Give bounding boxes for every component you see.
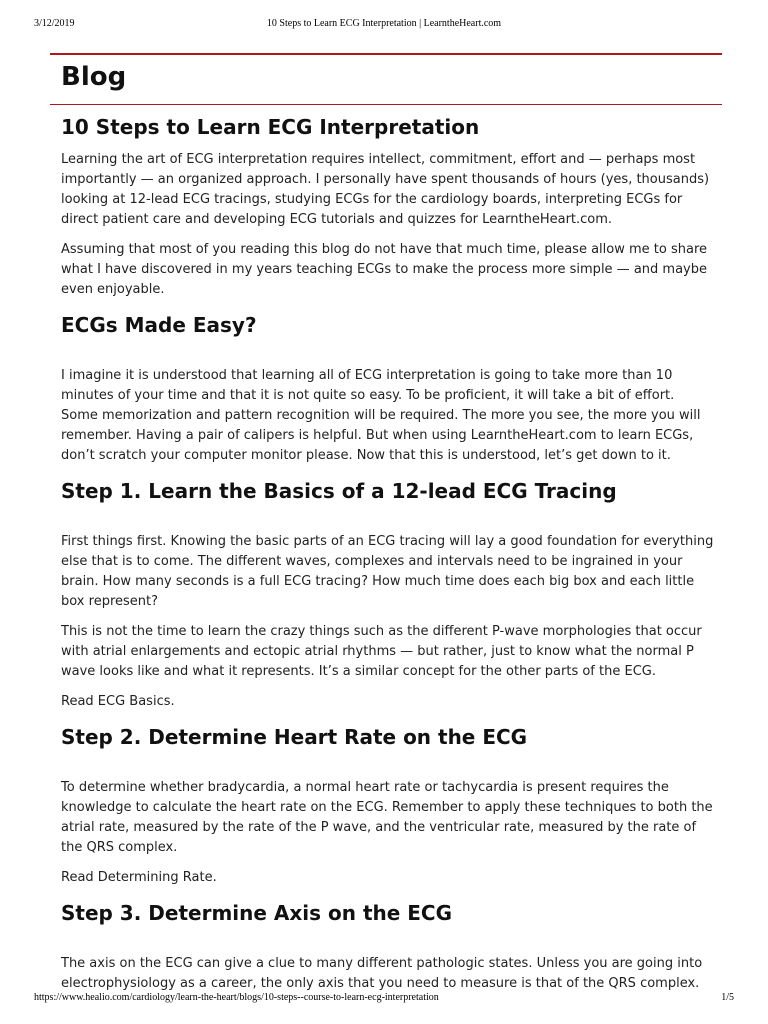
section-heading: Step 1. Learn the Basics of a 12-lead ECG Tracing [61,479,617,503]
blog-title: Blog [61,62,127,92]
print-footer [34,992,734,1006]
article [61,112,715,1004]
section-paragraph: I imagine it is understood that learning all of ECG interpretation is going to take more than 10 minutes of your time and that it is not quite so easy. To be proficient, it will take a bit of effort. Some memorization and pattern recognition will be required. The more you see, the more you will remember. Having a pair of calipers is helpful. But when using LearntheHeart.com to learn ECGs, don’t scratch your computer monitor please. Now that this is understood, let’s get down to it. [61,368,701,463]
read-determining-rate-link[interactable]: Read Determining Rate. [61,870,217,885]
print-date: 3/12/2019 [34,18,75,29]
intro-paragraph: Learning the art of ECG interpretation requires intellect, commitment, effort and — perhaps most importantly — an organized approach. I personally have spent thousands of hours (yes, thousands) looking at 12-lead ECG tracings, studying ECGs for the cardiology boards, interpreting ECGs for direct patient care and developing ECG tutorials and quizzes for LearntheHeart.com. [61,152,710,227]
intro-paragraph: Assuming that most of you reading this blog do not have that much time, please allow me to share what I have discovered in my years teaching ECGs to make the process more simple — and maybe even enjoyable. [61,242,708,297]
section-paragraph: To determine whether bradycardia, a normal heart rate or tachycardia is present requires the knowledge to calculate the heart rate on the ECG. Remember to apply these techniques to both the atrial rate, measured by the rate of the P wave, and the ventricular rate, measured by the rate of the QRS complex. [61,780,713,855]
section-paragraph: This is not the time to learn the crazy things such as the different P-wave morphologies that occur with atrial enlargements and ectopic atrial rhythms — but rather, just to know what the normal P wave looks like and what it represents. It’s a similar concept for the other parts of the ECG. [61,624,702,679]
section-paragraph: First things first. Knowing the basic parts of an ECG tracing will lay a good foundation for everything else that is to come. The different waves, complexes and intervals need to be ingrained in your brain. How many seconds is a full ECG tracing? How much time does each big box and each little box represent? [61,534,714,609]
page-number: 1/5 [721,992,734,1003]
blog-divider [50,104,722,105]
section-heading: Step 3. Determine Axis on the ECG [61,901,453,925]
article-title: 10 Steps to Learn ECG Interpretation [61,115,480,139]
header-divider [50,53,722,55]
section-heading: Step 2. Determine Heart Rate on the ECG [61,725,528,749]
read-ecg-basics-link[interactable]: Read ECG Basics. [61,694,175,709]
print-url: https://www.healio.com/cardiology/learn-the-heart/blogs/10-steps--course-to-learn-ecg-interpretation [34,992,439,1003]
section-paragraph: The axis on the ECG can give a clue to many different pathologic states. Unless you are going into electrophysiology as a career, the only axis that you need to measure is that of the QRS complex. [61,956,703,991]
print-page-title: 10 Steps to Learn ECG Interpretation | LearntheHeart.com [266,18,502,29]
print-header [34,18,734,32]
section-heading: ECGs Made Easy? [61,313,257,337]
